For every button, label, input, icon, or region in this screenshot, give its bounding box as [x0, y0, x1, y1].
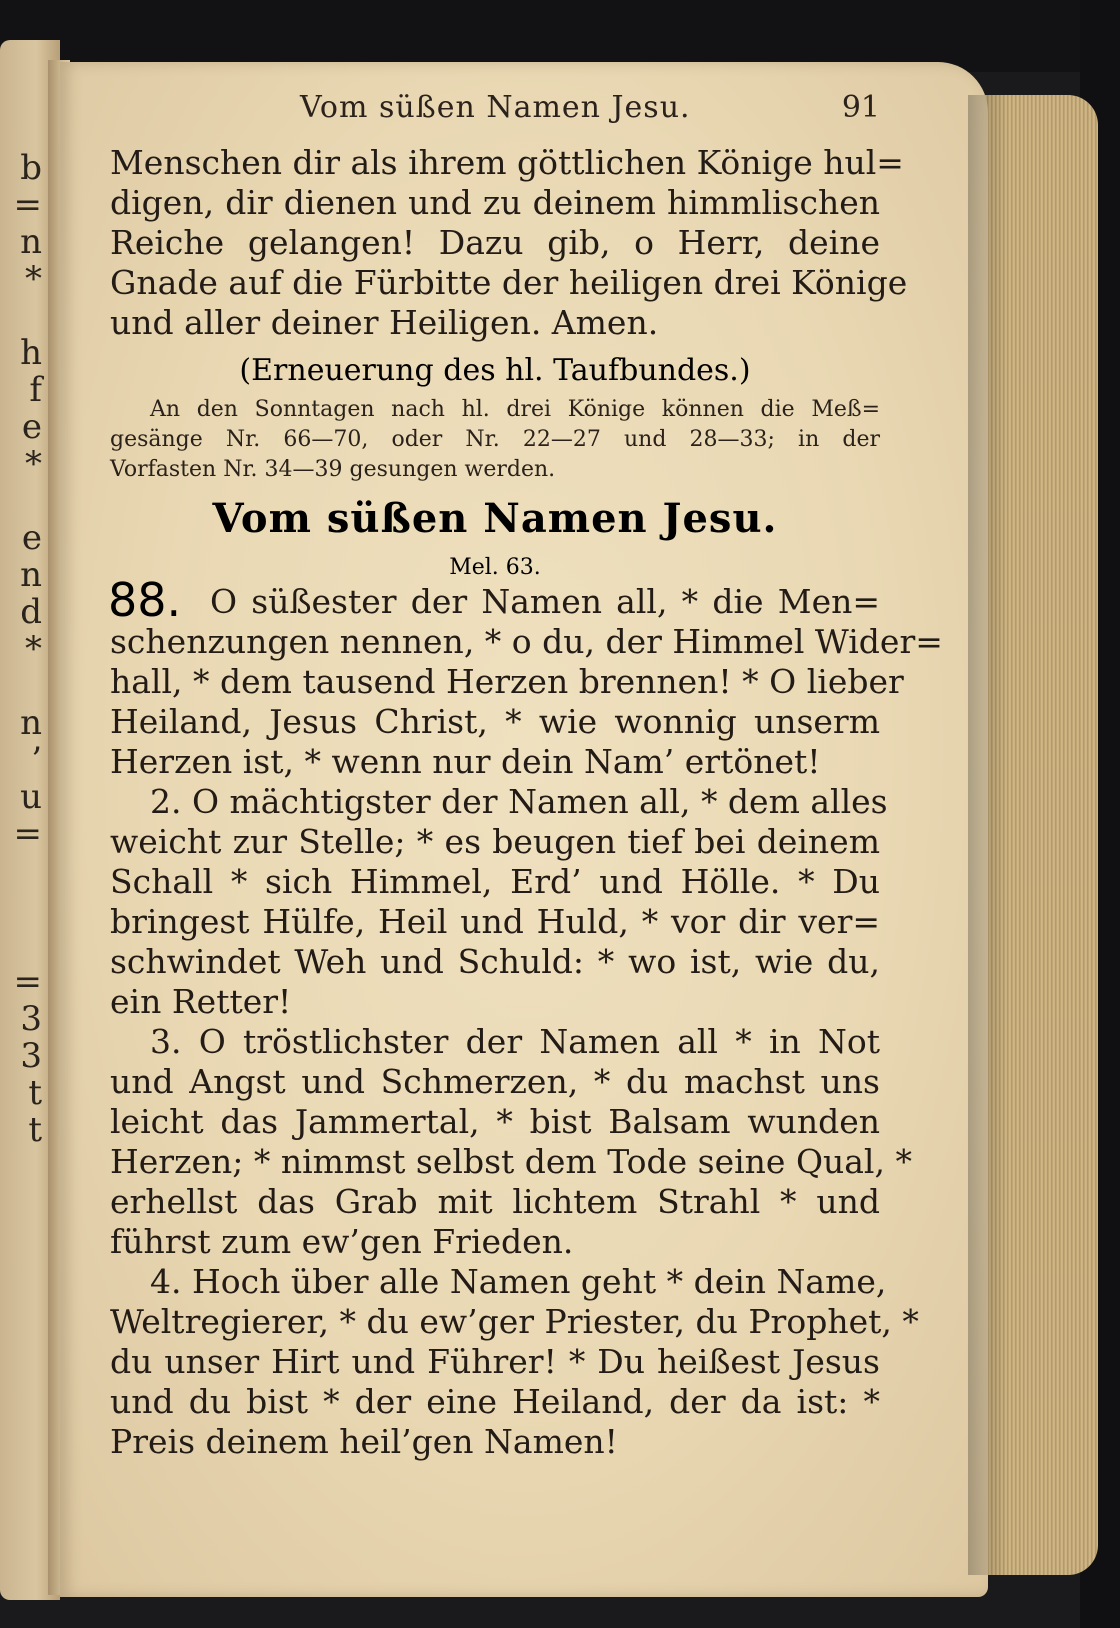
verse-2-line: schwindet Weh und Schuld: * wo ist, wie du,: [110, 942, 880, 981]
facing-page-glyph: [2, 668, 42, 705]
note-line: Vorfasten Nr. 34—39 gesungen werden.: [110, 457, 556, 482]
verse-4-line: Preis deinem heil’gen Namen!: [110, 1422, 618, 1461]
note-line: An den Sonntagen nach hl. drei Könige können die Meß=: [150, 397, 880, 422]
hymn-line: Herzen ist, * wenn nur dein Nam’ ertönet!: [110, 742, 821, 781]
running-title: Vom süßen Namen Jesu.: [300, 90, 691, 125]
verse-2-line: 2. O mächtigster der Namen all, * dem alles: [150, 782, 888, 821]
facing-page-glyph: n: [20, 555, 42, 595]
facing-page-glyph: d: [20, 592, 42, 632]
verse-2-line: Schall * sich Himmel, Erd’ und Hölle. * Du: [110, 862, 880, 901]
verse-3-line: führst zum ew’gen Frieden.: [110, 1222, 574, 1261]
facing-page-glyph: e: [21, 407, 42, 447]
facing-page-glyph: =: [13, 962, 42, 1002]
facing-page-glyph: e: [21, 518, 42, 558]
facing-page-glyph: n: [20, 222, 42, 262]
facing-page-glyph: [2, 890, 42, 927]
facing-page-glyph: t: [28, 1073, 42, 1113]
facing-page-glyph: h: [20, 333, 42, 373]
verse-3-line: und Angst und Schmerzen, * du machst uns: [110, 1062, 880, 1101]
facing-page-glyph: u: [20, 777, 42, 817]
facing-page-glyph: [2, 298, 42, 335]
hymn-line: Heiland, Jesus Christ, * wie wonnig unserm: [110, 702, 880, 741]
verse-2-line: weicht zur Stelle; * es beugen tief bei deinem: [110, 822, 880, 861]
prayer-line: und aller deiner Heiligen. Amen.: [110, 303, 659, 342]
verse-4-line: und du bist * der eine Heiland, der da ist: *: [110, 1382, 880, 1421]
facing-page-glyph: [2, 853, 42, 890]
facing-page-glyph: b: [20, 148, 42, 188]
facing-page-glyph: *: [25, 259, 42, 299]
verse-3-line: erhellst das Grab mit lichtem Strahl * und: [110, 1182, 880, 1221]
section-heading: Vom süßen Namen Jesu.: [212, 495, 778, 542]
facing-page-glyph: *: [25, 629, 42, 669]
hymn-line: schenzungen nennen, * o du, der Himmel Wider=: [110, 622, 943, 661]
hymn-line: O süßester der Namen all, * die Men=: [210, 582, 880, 621]
subtitle: (Erneuerung des hl. Taufbundes.): [239, 353, 751, 388]
facing-page-glyph: =: [13, 185, 42, 225]
prayer-line: Gnade auf die Fürbitte der heiligen drei Könige: [110, 263, 908, 302]
verse-4-line: du unser Hirt und Führer! * Du heißest Jesus: [110, 1342, 880, 1381]
verse-3-line: leicht das Jammertal, * bist Balsam wunden: [110, 1102, 880, 1141]
running-head: [110, 90, 880, 130]
melody-reference: Mel. 63.: [449, 555, 541, 580]
verse-4-line: Weltregierer, * du ew’ger Priester, du Prophet, *: [110, 1302, 919, 1341]
facing-page-glyph: 3: [20, 999, 42, 1039]
facing-page-glyph: [2, 927, 42, 964]
hymn-line: hall, * dem tausend Herzen brennen! * O lieber: [110, 662, 904, 701]
facing-page-glyph: t: [28, 1110, 42, 1150]
facing-page-glyph: ’: [31, 740, 42, 780]
facing-page-glyph: n: [20, 703, 42, 743]
verse-2-line: bringest Hülfe, Heil und Huld, * vor dir ver=: [110, 902, 880, 941]
page-edge-shadow: [968, 95, 1008, 1575]
prayer-line: Menschen dir als ihrem göttlichen Könige hul=: [110, 143, 904, 182]
hymn-number: 88.: [108, 573, 182, 627]
facing-page-glyph: f: [29, 370, 42, 410]
prayer-line: Reiche gelangen! Dazu gib, o Herr, deine: [110, 223, 880, 262]
facing-page-glyph: *: [25, 444, 42, 484]
facing-page-glyph: 3: [20, 1036, 42, 1076]
verse-2-line: ein Retter!: [110, 982, 292, 1021]
verse-3-line: 3. O tröstlichster der Namen all * in Not: [150, 1022, 880, 1061]
page-number: 91: [841, 90, 880, 125]
facing-page-text-fragment: [2, 150, 42, 1149]
facing-page-glyph: [2, 483, 42, 520]
facing-page-glyph: =: [13, 814, 42, 854]
prayer-line: digen, dir dienen und zu deinem himmlischen: [110, 183, 880, 222]
note-line: gesänge Nr. 66—70, oder Nr. 22—27 und 28—33; in der: [110, 427, 880, 452]
verse-4-line: 4. Hoch über alle Namen geht * dein Name,: [150, 1262, 887, 1301]
verse-3-line: Herzen; * nimmst selbst dem Tode seine Qual, *: [110, 1142, 912, 1181]
